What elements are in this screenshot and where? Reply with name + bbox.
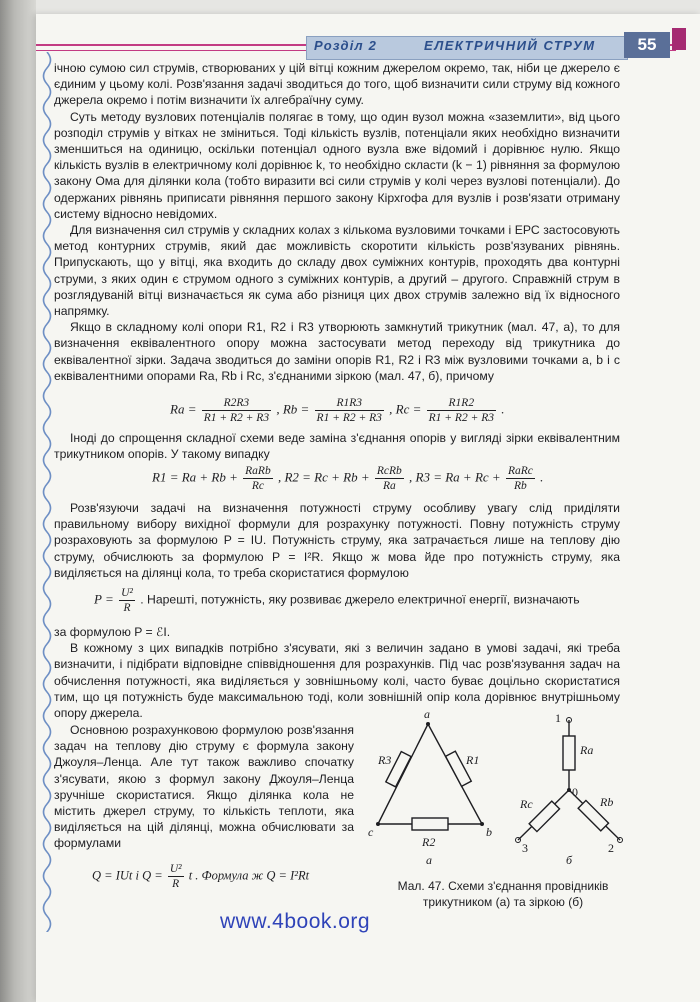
formula-r3-num: RaRc <box>507 465 533 477</box>
formula-r2-frac <box>375 464 404 493</box>
paragraph-max-power: В кожному з цих випадків потрібно з'ясувати, які з величин задано в умові задачі, які треба визначити, і підібрати відповідне співвідношення для розрахунків. Під час розв'язування задач на обчислення потужності, яка виділяється у зовнішньому колі, часто буває доцільно скористатися тим, що ця потужність буде максимальною тоді, коли зовнішній опір кола дорівнює внутрішньому опору джерела. <box>54 641 620 721</box>
label-rc: Rc <box>520 797 533 811</box>
label-node-b: b <box>486 825 492 839</box>
paragraph-power: Розв'язуючи задачі на визначення потужності струму особливу увагу слід приділяти правильному вибору вихідної формули для розрахунку потужності. Повну потужність струму розраховують за формулою P = IU. Потужність струму, яка затрачається лише на теплову дію струму, обчислюють за формулою P = I²R. Якщо ж мова йде про потужність струму, яка виділяється на ділянці кола, то треба скористатися формулою <box>54 501 620 580</box>
triangle-edge-ac <box>378 724 428 824</box>
triangle-diagram <box>378 724 482 830</box>
formula-delta <box>152 464 543 493</box>
margin-ornament <box>40 52 54 932</box>
label-node-a: a <box>424 707 430 721</box>
paragraph-power-continued: . Нарешті, потужність, яку розвиває джерело електричної енергії, визначають <box>140 592 580 607</box>
formula-power-line <box>94 586 580 615</box>
label-r2: R2 <box>422 835 436 849</box>
node-b-dot <box>480 822 484 826</box>
formula-r1-frac <box>243 464 273 493</box>
node-c-dot <box>376 822 380 826</box>
label-terminal-3: 3 <box>522 841 528 855</box>
label-ra: Ra <box>580 743 594 757</box>
formula-power-num: U² <box>121 587 133 599</box>
star-diagram <box>518 720 620 840</box>
formula-heat-den: R <box>172 878 180 890</box>
formula-r1-num: RaRb <box>245 465 271 477</box>
formula-ra-lhs: Ra = <box>170 401 197 417</box>
figure-caption: Мал. 47. Схеми з'єднання провідників трикутником (а) та зіркою (б) <box>397 879 609 909</box>
text-block-joule <box>54 722 354 852</box>
node-a-dot <box>426 722 430 726</box>
formula-ra-num: R2R3 <box>202 396 271 411</box>
label-terminal-1: 1 <box>555 711 561 725</box>
formula-star-end: . <box>501 401 505 417</box>
formula-rb-lhs: , Rb = <box>276 401 310 417</box>
formula-power-lhs: P = <box>94 591 114 607</box>
formula-r2-num: RcRb <box>376 465 402 477</box>
formula-r3-lhs: , R3 = Ra + Rc + <box>409 469 501 485</box>
formula-r1-lhs: R1 = Ra + Rb + <box>152 469 238 485</box>
formula-r3-den: Rb <box>514 480 527 492</box>
formula-r3-frac <box>506 464 535 493</box>
paragraph-loop-currents: Для визначення сил струмів у складних колах з кількома вузловими точками і ЕРС застосовують метод контурних струмів, який дає можливість скоротити кількість розв'язуваних рівнянь. Припускають, що у вітці, яка входить до складу двох суміжних контурів, проходять два контурні струми, з яких один є струмом одного з суміжних контурів, а другий – другого. Справжній струм в розглядуваній вітці визначається як сума або різниця цих двох струмів залежно від їх відносного напрямку. <box>54 223 620 319</box>
paragraph-power-source: за формулою P = ℰI. <box>54 625 171 639</box>
label-node-c: c <box>368 825 374 839</box>
chapter-title: ЕЛЕКТРИЧНИЙ СТРУМ <box>424 38 596 53</box>
watermark-link[interactable]: www.4book.org <box>220 910 371 933</box>
label-rb: Rb <box>600 795 614 809</box>
formula-heat-rest: t . Формула ж Q = I²Rt <box>188 868 310 883</box>
paragraph-node-potentials: Суть методу вузлових потенціалів полягає в тому, що один вузол можна «заземлити», від цього розподіл струмів у вітках не зміниться. Тоді кількість вузлів, потенціали яких необхідно визначити зменшиться на одиницю, оскільки потенціал одного вузла вже відомий і дорівнює нулю. Якщо кількість вузлів в електричному колі дорівнює k, то необхідно скласти (k − 1) рівняння за формулою закону Ома для ділянки кола (тобто виразити всі сили струмів у колі через вузлові потенціали). До одержаних рівнянь приписати рівняння першого закону Кірхгофа для вузлів і розв'язати отриману систему відносно невідомих. <box>54 109 620 221</box>
section-label: Розділ 2 <box>314 38 378 53</box>
paragraph-joule-lenz: Основною розрахунковою формулою розв'язання задач на теплову дію струму є формула закону Джоуля–Ленца. Але тут також важливо спочатку з'ясувати, якою з формул закону Джоуля–Ленца зручніше скористатися. Якщо ділянка кола не містить джерел струму, то кількість теплоти, яка виділяється на цій ділянці, можна обчислювати за формулами <box>54 723 354 851</box>
formula-heat-line <box>92 862 309 891</box>
formula-ra-frac <box>202 396 271 425</box>
formula-power-frac <box>119 586 135 615</box>
paragraph-superposition: ічною сумою сил струмів, створюваних у цій вітці кожним джерелом окремо, так, ніби це джерело є єдиним у цьому колі. Розв'язання задачі зводиться до того, щоб визначити сили струму від кожного джерела окремо і потім визначити їх алгебраїчну суму. <box>54 61 620 108</box>
text-block-power <box>54 500 620 581</box>
formula-heat-frac <box>168 862 184 891</box>
node-0-dot <box>567 788 571 792</box>
label-r3: R3 <box>378 753 392 767</box>
formula-r2-den: Ra <box>382 480 396 492</box>
header-tab-marker <box>672 28 686 50</box>
formula-rc-lhs: , Rc = <box>389 401 422 417</box>
resistor-rc <box>529 801 559 831</box>
formula-r1-den: Rc <box>251 480 264 492</box>
formula-rb-den: R1 + R2 + R3 <box>316 412 382 424</box>
paragraph-delta-to-star: Якщо в складному колі опори R1, R2 і R3 утворюють замкнутий трикутник (мал. 47, а), то для визначення еквівалентного опору можна застосувати метод переходу від трикутника до еквівалентної зірки. Задача зводиться до заміни опорів R1, R2 і R3 між вузловими точками a, b і c еквівалентними опорами Ra, Rb і Rc, з'єднаними зіркою (мал. 47, б), причому <box>54 320 620 383</box>
label-node-0: 0 <box>572 785 578 799</box>
resistor-ra <box>563 736 575 770</box>
formula-star <box>170 396 505 425</box>
text-block-top <box>54 60 620 384</box>
label-terminal-2: 2 <box>608 841 614 855</box>
formula-power-den: R <box>123 602 131 614</box>
page-number: 55 <box>624 32 670 58</box>
formula-heat-num: U² <box>169 863 182 875</box>
label-r1: R1 <box>466 753 480 767</box>
paragraph-star-to-delta: Іноді до спрощення складної схеми веде заміна з'єднання опорів у вигляді зірки еквівалентним трикутником опорів. У такому випадку <box>54 431 620 462</box>
text-block-star-to-delta <box>54 430 620 462</box>
label-sub-a: а <box>426 853 432 867</box>
formula-rc-num: R1R2 <box>427 396 496 411</box>
formula-r2-lhs: , R2 = Rc + Rb + <box>277 469 370 485</box>
formula-rc-frac <box>427 396 496 425</box>
formula-rb-frac <box>315 396 384 425</box>
formula-rc-den: R1 + R2 + R3 <box>428 412 494 424</box>
formula-delta-end: . <box>540 469 544 485</box>
book-spine <box>0 0 36 1002</box>
formula-ra-den: R1 + R2 + R3 <box>203 412 270 424</box>
figure-47 <box>360 706 640 876</box>
formula-rb-num: R1R3 <box>315 396 384 411</box>
label-sub-b: б <box>566 853 573 867</box>
formula-heat-lhs: Q = IUt і Q = <box>92 868 163 883</box>
resistor-r2 <box>412 818 448 830</box>
